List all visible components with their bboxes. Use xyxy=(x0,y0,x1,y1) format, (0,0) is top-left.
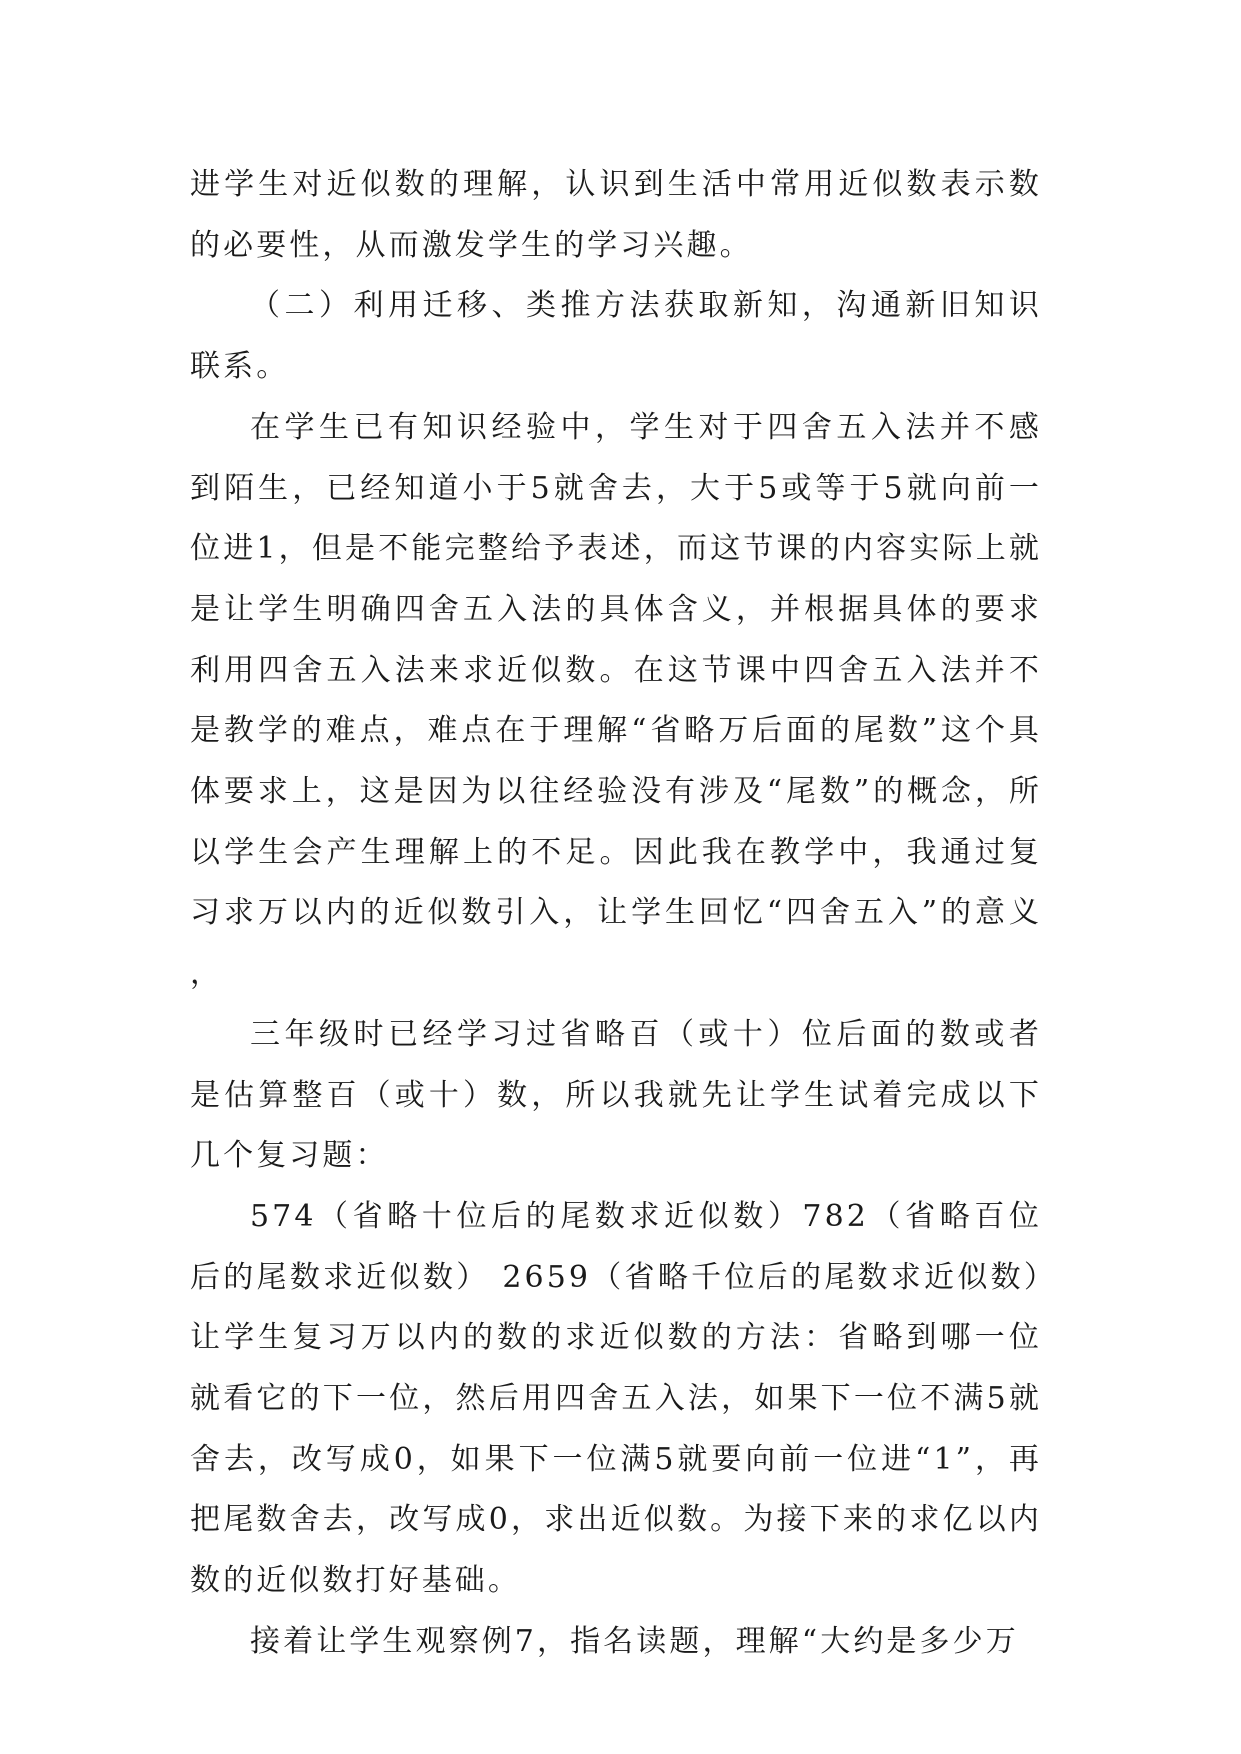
paragraph: 在学生已有知识经验中，学生对于四舍五入法并不感到陌生，已经知道小于5就舍去，大于5或等于5就向前一位进1，但是不能完整给予表述，而这节课的内容实际上就是让学生明确四舍五入法的具体含义，并根据具体的要求利用四舍五入法来求近似数。在这节课中四舍五入法并不是教学的难点，难点在于理解“省略万后面的尾数”这个具体要求上，这是因为以往经验没有涉及“尾数”的概念，所以学生会产生理解上的不足。因此我在教学中，我通过复习求万以内的近似数引入，让学生回忆“四舍五入”的意义， xyxy=(190,409,1042,992)
paragraph: 三年级时已经学习过省略百（或十）位后面的数或者是估算整百（或十）数，所以我就先让学生试着完成以下几个复习题： xyxy=(190,1016,1042,1174)
document-body xyxy=(190,155,1042,1673)
section-heading: （二）利用迁移、类推方法获取新知，沟通新旧知识联系。 xyxy=(190,288,1042,385)
paragraph: 574（省略十位后的尾数求近似数）782（省略百位后的尾数求近似数） 2659（省略千位后的尾数求近似数）让学生复习万以内的数的求近似数的方法：省略到哪一位就看它的下一位，然后用四舍五入法，如果下一位不满5就舍去，改写成0，如果下一位满5就要向前一位进“1”，再把尾数舍去，改写成0，求出近似数。为接下来的求亿以内数的近似数打好基础。 xyxy=(190,1198,1042,1599)
paragraph-continuation: 进学生对近似数的理解，认识到生活中常用近似数表示数的必要性，从而激发学生的学习兴趣。 xyxy=(190,167,1042,263)
paragraph: 接着让学生观察例7，指名读题，理解“大约是多少万 xyxy=(250,1623,1019,1659)
